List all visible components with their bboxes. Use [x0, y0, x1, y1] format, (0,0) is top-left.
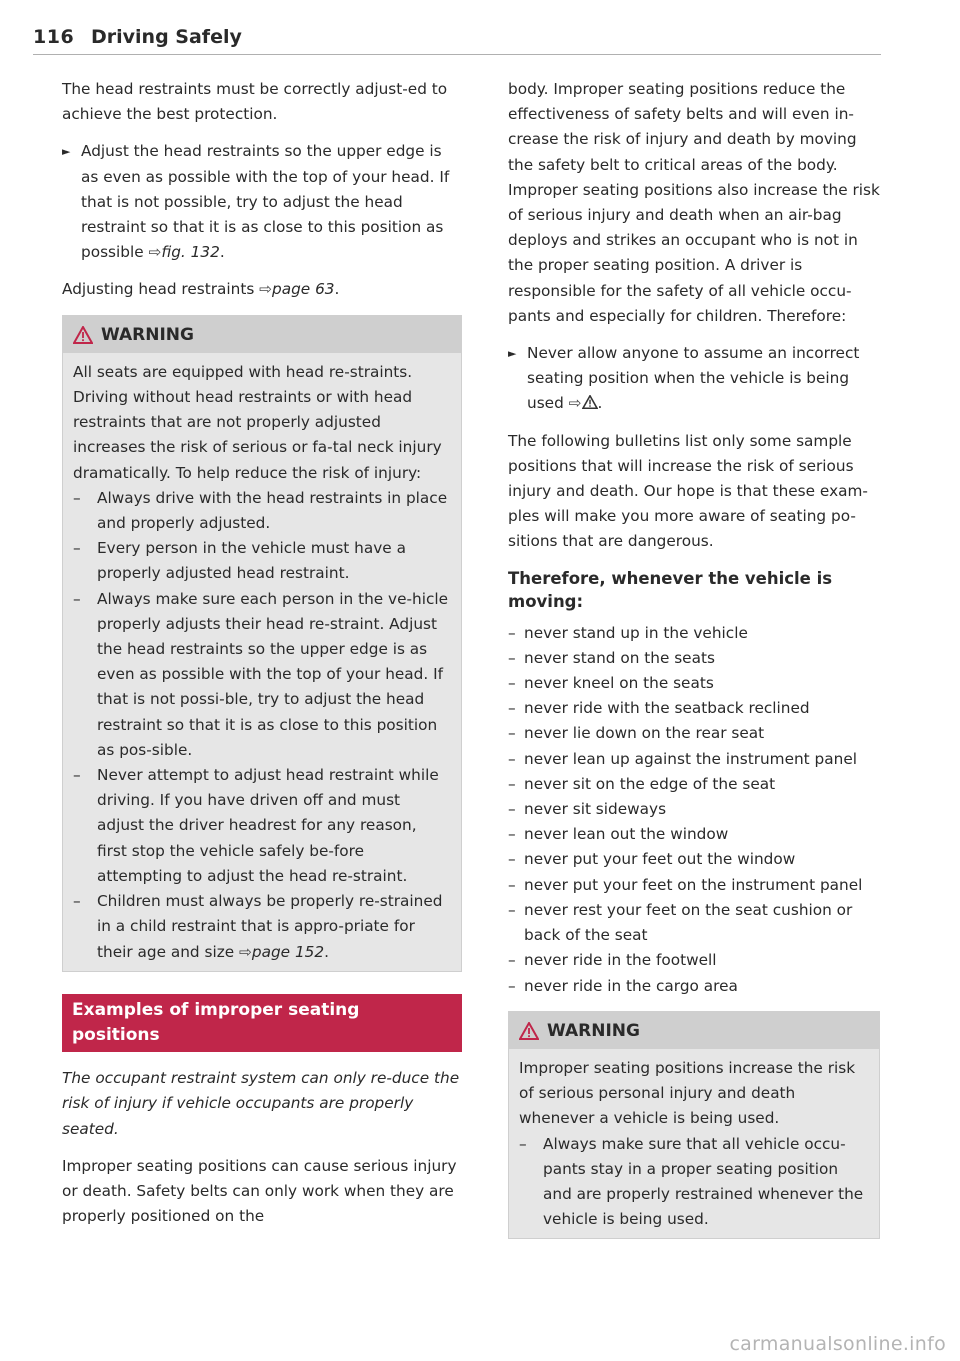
warning-box — [62, 315, 462, 972]
paragraph: The head restraints must be correctly adjust-ed to achieve the best protection. — [62, 80, 448, 124]
paragraph: Improper seating positions can cause serious injury or death. Safety belts can only work when they are properly positioned on the — [62, 1156, 457, 1226]
warning-header — [509, 1012, 879, 1049]
list-item: – never ride with the seatback reclined — [508, 699, 810, 718]
list-item: – never ride in the cargo area — [508, 976, 738, 995]
paragraph: The following bulletins list only some sample positions that will increase the risk of serious injury and death. Our hope is that these exam-ples will make you more aware of seating po-sitions that are dangerous. — [508, 431, 868, 551]
page-header — [33, 26, 881, 55]
warning-list — [519, 1132, 869, 1233]
instruction-bullet: ► Never allow anyone to assume an incorrect seating position when the vehicle is being used ⇨ . — [508, 341, 880, 417]
instruction-bullet: ► Adjust the head restraints so the upper edge is as even as possible with the top of your head. If that is not possible, try to adjust the head restraint so that it is as close to this position as possible ⇨fig. 132. — [62, 139, 462, 265]
triangle-bullet-icon: ► — [62, 145, 71, 159]
warning-list-item: – Every person in the vehicle must have a properly adjusted head restraint. — [73, 539, 406, 583]
warning-title: WARNING — [101, 324, 194, 345]
paragraph: body. Improper seating positions reduce the effectiveness of safety belts and will even in-crease the risk of injury and death by moving the safety belt to critical areas of the body. Improper seating positions also increase the risk of serious injury and death when an air-bag deploys and strikes an occupant who is not in the proper seating position. A driver is responsible for the safety of all vehicle occu-pants and especially for children. Therefore: — [508, 80, 880, 325]
warning-body — [63, 353, 461, 971]
triangle-bullet-icon: ► — [508, 347, 517, 361]
list-item: – never stand on the seats — [508, 648, 715, 667]
list-item: – never put your feet on the instrument panel — [508, 875, 863, 894]
figure-reference-link[interactable]: fig. 132 — [161, 243, 220, 262]
left-column — [62, 77, 462, 1241]
section-heading: Examples of improper seating positions — [62, 994, 462, 1052]
warning-header — [63, 316, 461, 353]
list-item: – never lean out the window — [508, 825, 729, 844]
improper-positions-list — [508, 621, 880, 999]
cross-reference-arrow-icon: ⇨ — [568, 394, 582, 413]
watermark: carmanualsonline.info — [729, 1333, 946, 1355]
cross-reference-arrow-icon: ⇨ — [259, 280, 272, 299]
warning-list — [73, 486, 451, 965]
sub-heading: Therefore, whenever the vehicle is moving: — [508, 568, 833, 611]
bullet-text: Never allow anyone to assume an incorrect seating position when the vehicle is being used — [527, 344, 860, 413]
warning-triangle-icon — [519, 1022, 539, 1040]
bullet-text: Adjust the head restraints so the upper edge is as even as possible with the top of your head. If that is not possible, try to adjust the head restraint so that it is as close to this position as possible — [81, 142, 450, 262]
list-item: – never lie down on the rear seat — [508, 724, 765, 743]
cross-reference-arrow-icon: ⇨ — [239, 942, 252, 961]
section-intro: The occupant restraint system can only re-duce the risk of injury if vehicle occupants are properly seated. — [62, 1069, 460, 1138]
warning-intro: Improper seating positions increase the risk of serious personal injury and death whenever a vehicle is being used. — [519, 1058, 856, 1128]
warning-list-item: – Children must always be properly re-strained in a child restraint that is appro-priate for their age and size ⇨page 152. — [73, 892, 443, 961]
list-item: – never stand up in the vehicle — [508, 623, 748, 642]
warning-list-item: – Always drive with the head restraints in place and properly adjusted. — [73, 488, 448, 533]
list-item: – never lean up against the instrument panel — [508, 749, 857, 768]
warning-list-item: – Never attempt to adjust head restraint while driving. If you have driven off and must adjust the driver headrest for any reason, first stop the vehicle safely be-fore attempting to adjust the head re-straint. — [73, 766, 439, 885]
warning-title: WARNING — [547, 1020, 640, 1041]
list-item: – never sit sideways — [508, 800, 667, 819]
paragraph: Adjusting head restraints ⇨page 63. — [62, 280, 340, 299]
section-title: Driving Safely — [91, 26, 242, 48]
warning-triangle-icon — [73, 326, 93, 344]
warning-box — [508, 1011, 880, 1240]
warning-list-item: – Always make sure each person in the ve-hicle properly adjusts their head re-straint. Adjust the head restraints so the upper edge is as even as possible with the top of your head. If that is not possi-ble, try to adjust the head restraint so that it is as close to this position as pos-sible. — [73, 589, 449, 759]
list-item: – never put your feet out the window — [508, 850, 796, 869]
page-reference-link[interactable]: page 152 — [251, 942, 325, 961]
list-item: – never rest your feet on the seat cushion or back of the seat — [508, 900, 853, 945]
list-item: – never ride in the footwell — [508, 951, 717, 970]
warning-reference-icon[interactable] — [582, 395, 598, 409]
right-column — [508, 77, 880, 1251]
page-reference-link[interactable]: page 63 — [272, 280, 335, 299]
list-item: – never kneel on the seats — [508, 674, 714, 693]
warning-intro: All seats are equipped with head re-straints. Driving without head restraints or with head restraints that are not properly adjusted increases the risk of serious or fa-tal neck injury dramatically. To help reduce the risk of injury: — [73, 362, 442, 482]
list-item: – never sit on the edge of the seat — [508, 774, 776, 793]
page-number: 116 — [33, 26, 75, 48]
warning-list-item: – Always make sure that all vehicle occu-pants stay in a proper seating position and are properly restrained whenever the vehicle is being used. — [519, 1134, 864, 1229]
warning-body — [509, 1049, 879, 1238]
cross-reference-arrow-icon: ⇨ — [148, 243, 162, 262]
